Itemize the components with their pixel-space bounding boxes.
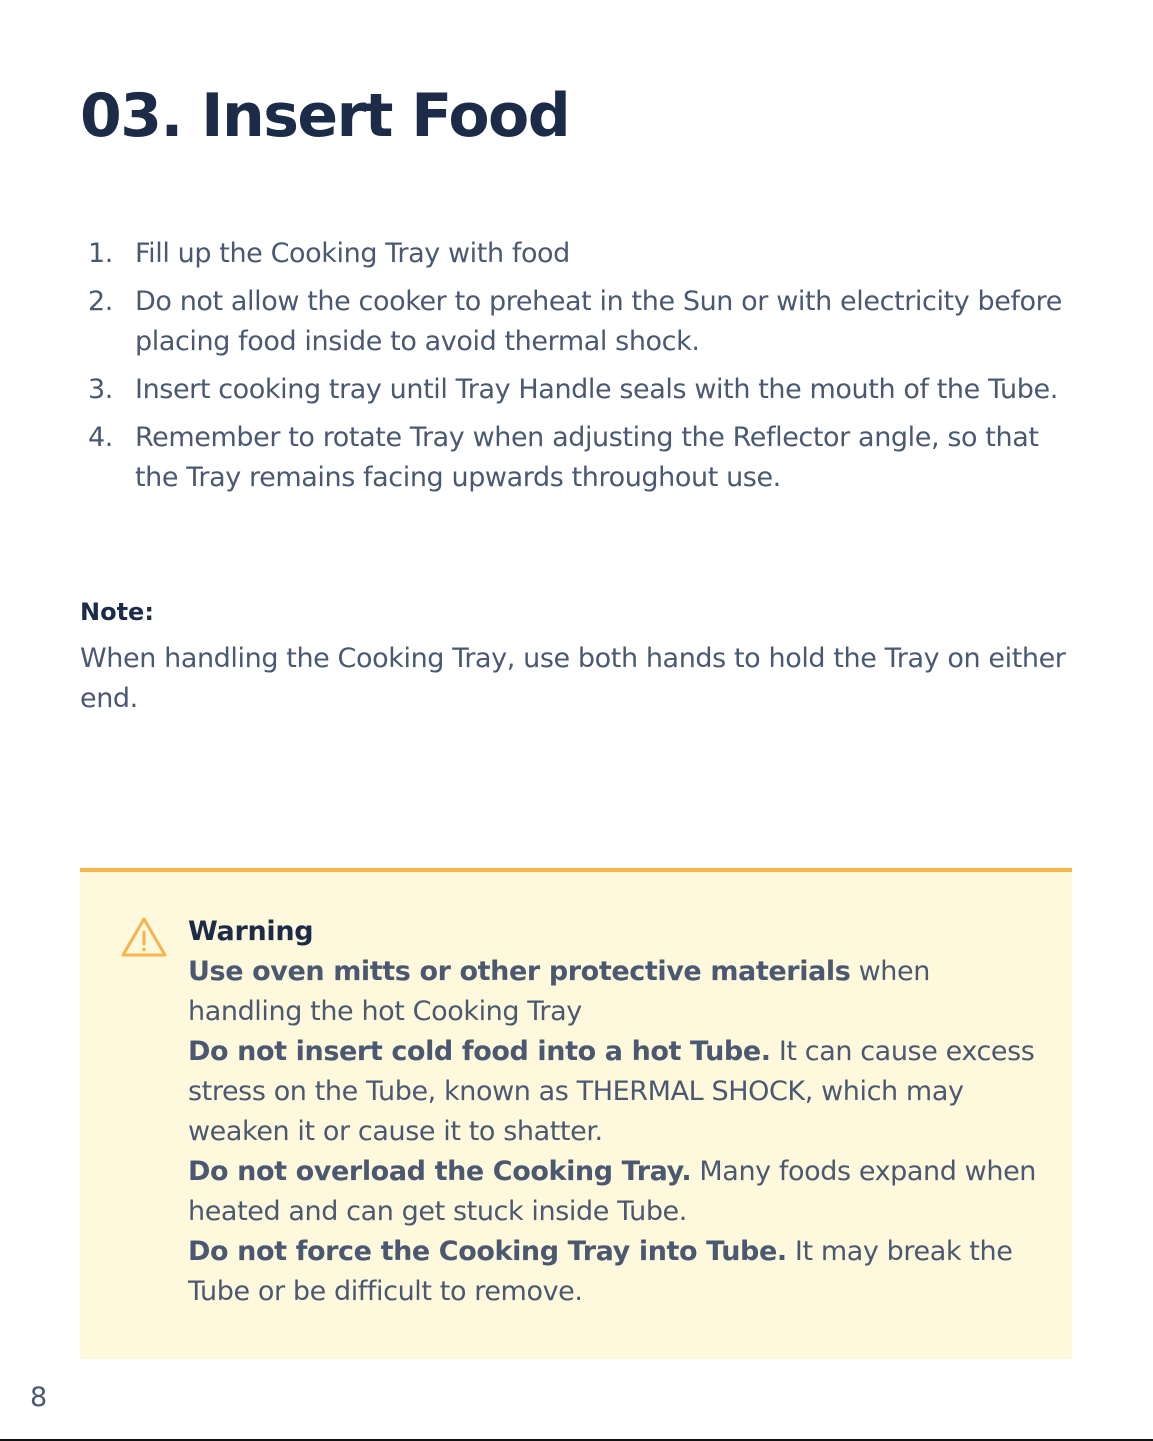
warning-item-text: when handling the hot Cooking Tray (188, 956, 930, 1027)
warning-item-text: It may break the Tube or be difficult to remove. (188, 1236, 1013, 1307)
warning-item (188, 952, 1048, 1032)
warning-item-emphasis: Do not force the Cooking Tray into Tube. (188, 1236, 787, 1267)
step-number: 3. (88, 374, 113, 405)
note-label: Note: (80, 598, 154, 626)
step-text: Do not allow the cooker to preheat in the Sun or with electricity before placing food inside to avoid thermal shock. (135, 286, 1062, 357)
instruction-list (80, 234, 1070, 506)
warning-item-emphasis: Do not insert cold food into a hot Tube. (188, 1036, 771, 1067)
warning-item (188, 1032, 1048, 1152)
step-text: Fill up the Cooking Tray with food (135, 238, 570, 269)
warning-item-emphasis: Use oven mitts or other protective materials (188, 956, 851, 987)
warning-item (188, 1152, 1048, 1232)
warning-title: Warning (188, 916, 314, 947)
step-number: 4. (88, 422, 113, 453)
step-text: Remember to rotate Tray when adjusting the Reflector angle, so that the Tray remains facing upwards throughout use. (135, 422, 1039, 493)
page-number: 8 (30, 1382, 48, 1413)
note-text: When handling the Cooking Tray, use both hands to hold the Tray on either end. (80, 643, 1066, 714)
step-number: 1. (88, 238, 113, 269)
step-text: Insert cooking tray until Tray Handle seals with the mouth of the Tube. (135, 374, 1058, 405)
warning-item-text: Many foods expand when heated and can get stuck inside Tube. (188, 1156, 1036, 1227)
list-item (80, 418, 1070, 498)
list-item (80, 282, 1070, 362)
warning-item-emphasis: Do not overload the Cooking Tray. (188, 1156, 692, 1187)
warning-triangle-icon (120, 916, 168, 958)
warning-item (188, 1232, 1048, 1312)
list-item (80, 370, 1070, 410)
warning-content (188, 912, 1048, 1312)
warning-item-text: It can cause excess stress on the Tube, known as THERMAL SHOCK, which may weaken it or cause it to shatter. (188, 1036, 1035, 1147)
list-item (80, 234, 1070, 274)
page-title: 03. Insert Food (80, 81, 570, 151)
warning-box (80, 868, 1072, 1359)
step-number: 2. (88, 286, 113, 317)
